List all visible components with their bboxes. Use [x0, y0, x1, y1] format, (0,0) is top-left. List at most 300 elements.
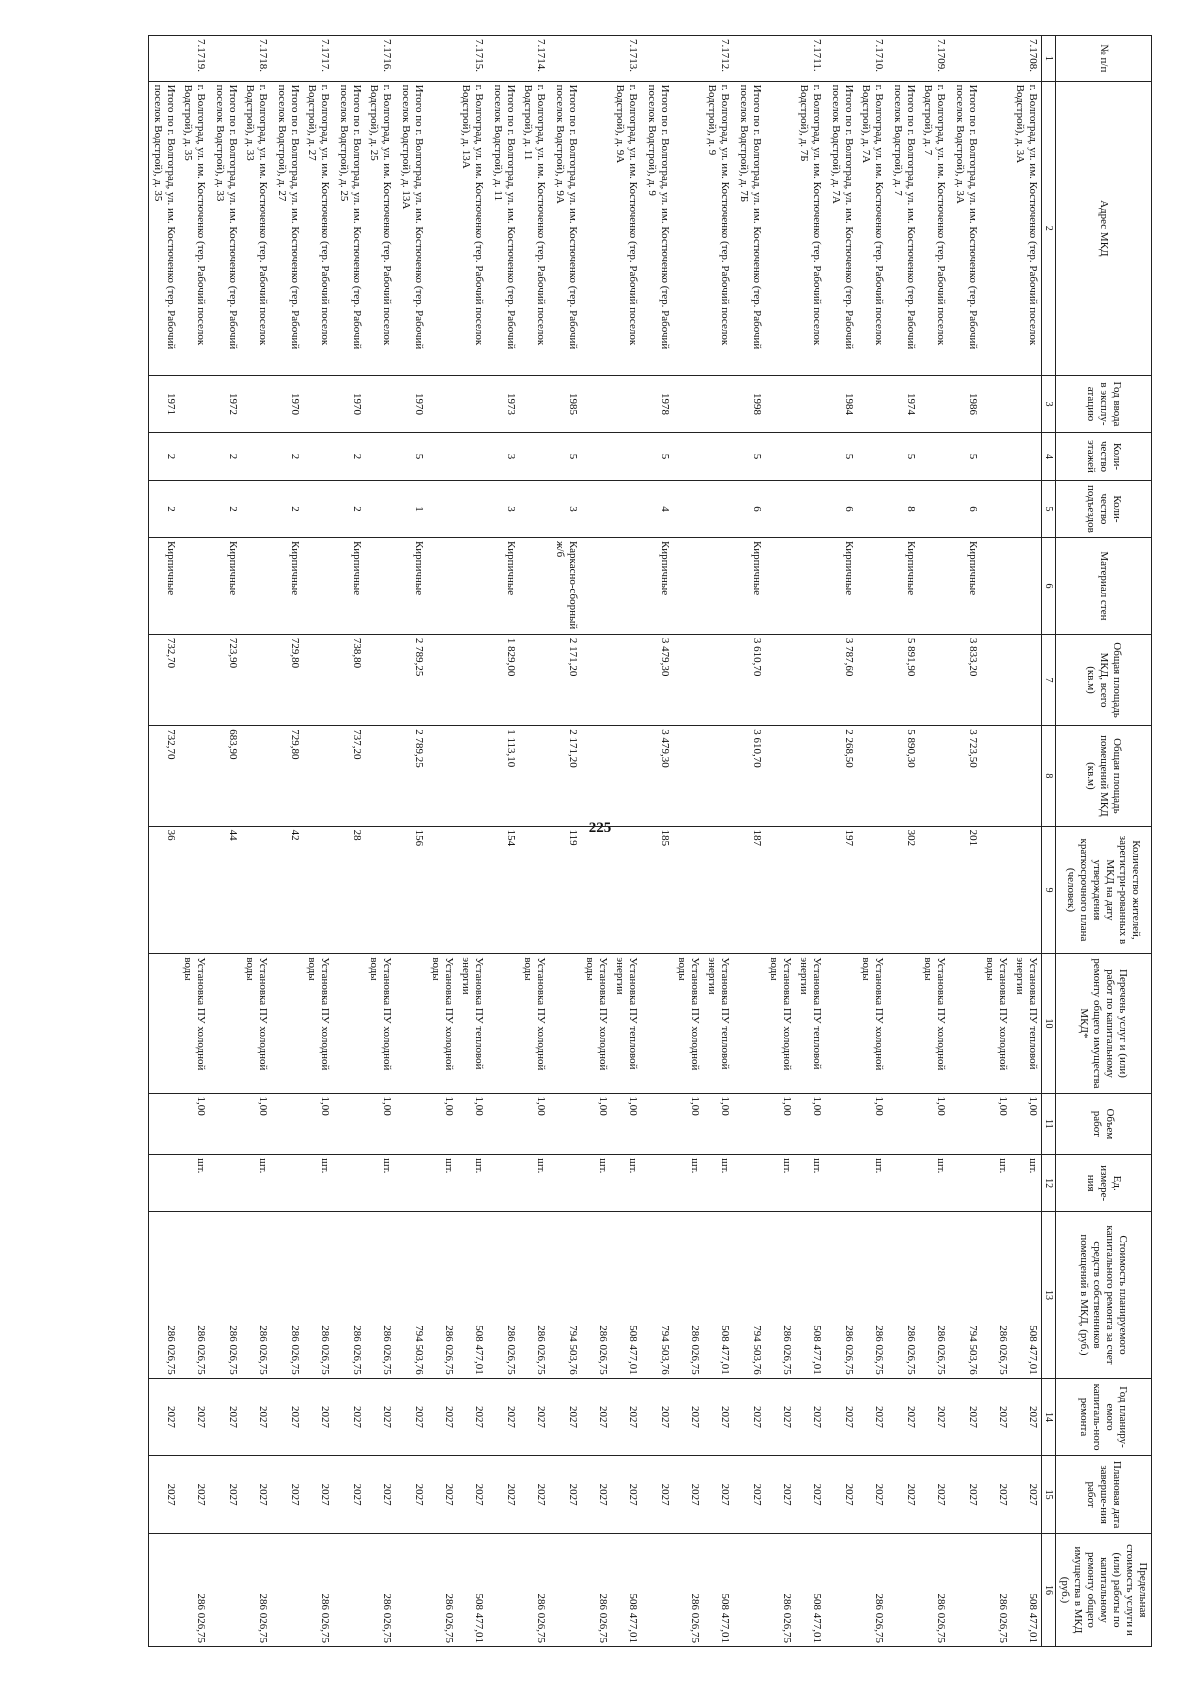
wall-material: Кирпичные [273, 537, 303, 634]
col-header-11: Объем работ [1056, 1093, 1152, 1155]
total-area [795, 634, 827, 725]
measure-unit: шт. [1011, 1155, 1042, 1212]
repair-cost: 286 026,75 [489, 1212, 519, 1379]
work-volume: 1,00 [795, 1093, 827, 1155]
max-cost: 286 026,75 [427, 1533, 457, 1646]
address-cell: Итого по г. Волгоград, ул. им. Костюченко (тер. Рабочий поселок Водстрой), д. 7Б [735, 81, 765, 375]
measure-unit: шт. [427, 1155, 457, 1212]
wall-material [519, 537, 551, 634]
table-row [303, 36, 335, 1647]
repair-cost: 794 503,76 [643, 1212, 673, 1379]
entrances-count: 6 [735, 480, 765, 537]
measure-unit: шт. [981, 1155, 1011, 1212]
table-row [457, 36, 489, 1647]
entrances-count [365, 480, 397, 537]
repair-year: 2027 [335, 1378, 365, 1456]
col-header-16: Предельная стоимость услуги и (или) работы по капитальному ремонту общего имущества в МКД (руб.) [1056, 1533, 1152, 1646]
max-cost: 286 026,75 [765, 1533, 795, 1646]
column-number-row [1042, 36, 1056, 1647]
row-number [551, 36, 581, 82]
table-row [735, 36, 765, 1647]
completion-year: 2027 [827, 1456, 857, 1534]
row-number [211, 36, 241, 82]
work-description [489, 954, 519, 1093]
commission-year: 1970 [273, 375, 303, 432]
address-cell [981, 81, 1011, 375]
repair-cost: 794 503,76 [397, 1212, 427, 1379]
max-cost: 286 026,75 [981, 1533, 1011, 1646]
residents-count: 187 [735, 826, 765, 954]
table-row [427, 36, 457, 1647]
premises-area [581, 726, 611, 826]
wall-material: Кирпичные [643, 537, 673, 634]
table-row [335, 36, 365, 1647]
repair-cost: 286 026,75 [765, 1212, 795, 1379]
address-cell: г. Волгоград, ул. им. Костюченко (тер. Рабочий поселок Водстрой), д. 7Б [795, 81, 827, 375]
residents-count [919, 826, 951, 954]
repair-cost: 508 477,01 [795, 1212, 827, 1379]
col-header-8: Общая площадь помещений МКД (кв.м) [1056, 726, 1152, 826]
col-header-2: Адрес МКД [1056, 81, 1152, 375]
commission-year [179, 375, 211, 432]
residents-count [673, 826, 703, 954]
address-cell: г. Волгоград, ул. им. Костюченко (тер. Рабочий поселок Водстрой), д. 3А [1011, 81, 1042, 375]
max-cost: 286 026,75 [241, 1533, 273, 1646]
residents-count: 28 [335, 826, 365, 954]
entrances-count [457, 480, 489, 537]
repair-cost: 286 026,75 [211, 1212, 241, 1379]
commission-year [519, 375, 551, 432]
floors-count [795, 433, 827, 481]
repair-cost: 508 477,01 [703, 1212, 735, 1379]
wall-material [365, 537, 397, 634]
measure-unit: шт. [703, 1155, 735, 1212]
total-area [611, 634, 643, 725]
repair-cost: 286 026,75 [179, 1212, 211, 1379]
completion-year: 2027 [703, 1456, 735, 1534]
work-description: Установка ПУ тепловой энергии [611, 954, 643, 1093]
completion-year: 2027 [795, 1456, 827, 1534]
repair-cost: 286 026,75 [149, 1212, 180, 1379]
col-header-10: Перечень услуг и (или) работ по капитальному ремонту общего имущества МКД* [1056, 954, 1152, 1093]
work-volume [951, 1093, 981, 1155]
repair-year: 2027 [735, 1378, 765, 1456]
completion-year: 2027 [735, 1456, 765, 1534]
wall-material [179, 537, 211, 634]
work-description [951, 954, 981, 1093]
wall-material: Кирпичные [951, 537, 981, 634]
repair-cost: 286 026,75 [365, 1212, 397, 1379]
measure-unit: шт. [857, 1155, 889, 1212]
premises-area [241, 726, 273, 826]
table-row [611, 36, 643, 1647]
residents-count [427, 826, 457, 954]
work-description: Установка ПУ холодной воды [765, 954, 795, 1093]
work-description [827, 954, 857, 1093]
work-volume [397, 1093, 427, 1155]
row-number: 7.1718. [241, 36, 273, 82]
repair-year: 2027 [765, 1378, 795, 1456]
repair-cost: 508 477,01 [1011, 1212, 1042, 1379]
measure-unit: шт. [241, 1155, 273, 1212]
repair-year: 2027 [149, 1378, 180, 1456]
work-volume: 1,00 [457, 1093, 489, 1155]
work-description: Установка ПУ холодной воды [919, 954, 951, 1093]
residents-count: 185 [643, 826, 673, 954]
completion-year: 2027 [427, 1456, 457, 1534]
row-number [981, 36, 1011, 82]
total-area [427, 634, 457, 725]
total-area: 1 829,00 [489, 634, 519, 725]
work-description: Установка ПУ холодной воды [303, 954, 335, 1093]
completion-year: 2027 [889, 1456, 919, 1534]
row-number [335, 36, 365, 82]
total-area [303, 634, 335, 725]
work-volume: 1,00 [179, 1093, 211, 1155]
table-row [489, 36, 519, 1647]
repair-year: 2027 [489, 1378, 519, 1456]
commission-year: 1972 [211, 375, 241, 432]
total-area: 2 171,20 [551, 634, 581, 725]
wall-material: Кирпичные [397, 537, 427, 634]
completion-year: 2027 [335, 1456, 365, 1534]
entrances-count [981, 480, 1011, 537]
measure-unit: шт. [919, 1155, 951, 1212]
residents-count: 197 [827, 826, 857, 954]
address-cell: г. Волгоград, ул. им. Костюченко (тер. Рабочий поселок Водстрой), д. 35 [179, 81, 211, 375]
floors-count [673, 433, 703, 481]
entrances-count: 6 [827, 480, 857, 537]
commission-year [581, 375, 611, 432]
commission-year: 1984 [827, 375, 857, 432]
repair-year: 2027 [827, 1378, 857, 1456]
repair-year: 2027 [397, 1378, 427, 1456]
residents-count: 156 [397, 826, 427, 954]
commission-year: 1978 [643, 375, 673, 432]
table-row [149, 36, 180, 1647]
residents-count: 119 [551, 826, 581, 954]
premises-area [857, 726, 889, 826]
repair-cost: 286 026,75 [581, 1212, 611, 1379]
entrances-count: 2 [211, 480, 241, 537]
floors-count [427, 433, 457, 481]
table-row [397, 36, 427, 1647]
commission-year [981, 375, 1011, 432]
row-number [765, 36, 795, 82]
wall-material: Кирпичные [735, 537, 765, 634]
work-volume [643, 1093, 673, 1155]
max-cost [273, 1533, 303, 1646]
max-cost: 286 026,75 [581, 1533, 611, 1646]
measure-unit [735, 1155, 765, 1212]
work-description: Установка ПУ тепловой энергии [1011, 954, 1042, 1093]
repair-cost: 794 503,76 [551, 1212, 581, 1379]
residents-count [457, 826, 489, 954]
entrances-count [581, 480, 611, 537]
completion-year: 2027 [519, 1456, 551, 1534]
wall-material [1011, 537, 1042, 634]
floors-count [457, 433, 489, 481]
total-area [857, 634, 889, 725]
total-area: 732,70 [149, 634, 180, 725]
residents-count [857, 826, 889, 954]
col-number: 5 [1042, 480, 1056, 537]
work-volume: 1,00 [919, 1093, 951, 1155]
address-cell [581, 81, 611, 375]
table-row [827, 36, 857, 1647]
address-cell: Итого по г. Волгоград, ул. им. Костюченко (тер. Рабочий поселок Водстрой), д. 9А [551, 81, 581, 375]
total-area: 3 833,20 [951, 634, 981, 725]
address-cell: г. Волгоград, ул. им. Костюченко (тер. Рабочий поселок Водстрой), д. 27 [303, 81, 335, 375]
wall-material: Кирпичные [489, 537, 519, 634]
residents-count [1011, 826, 1042, 954]
premises-area: 683,90 [211, 726, 241, 826]
wall-material [673, 537, 703, 634]
total-area [919, 634, 951, 725]
residents-count [611, 826, 643, 954]
work-volume [735, 1093, 765, 1155]
commission-year [611, 375, 643, 432]
max-cost: 508 477,01 [457, 1533, 489, 1646]
residents-count [365, 826, 397, 954]
completion-year: 2027 [951, 1456, 981, 1534]
residents-count: 154 [489, 826, 519, 954]
repair-year: 2027 [795, 1378, 827, 1456]
max-cost [335, 1533, 365, 1646]
completion-year: 2027 [365, 1456, 397, 1534]
repair-cost: 286 026,75 [919, 1212, 951, 1379]
entrances-count [795, 480, 827, 537]
table-row [643, 36, 673, 1647]
floors-count [303, 433, 335, 481]
premises-area: 2 789,25 [397, 726, 427, 826]
table-row [273, 36, 303, 1647]
table-row [551, 36, 581, 1647]
work-description [211, 954, 241, 1093]
repair-year: 2027 [703, 1378, 735, 1456]
table-row [703, 36, 735, 1647]
total-area [981, 634, 1011, 725]
residents-count [795, 826, 827, 954]
floors-count [611, 433, 643, 481]
work-description [551, 954, 581, 1093]
work-volume: 1,00 [303, 1093, 335, 1155]
measure-unit [889, 1155, 919, 1212]
premises-area: 3 479,30 [643, 726, 673, 826]
residents-count [303, 826, 335, 954]
row-number: 7.1709. [919, 36, 951, 82]
premises-area [919, 726, 951, 826]
repair-cost: 286 026,75 [335, 1212, 365, 1379]
measure-unit [551, 1155, 581, 1212]
floors-count [919, 433, 951, 481]
measure-unit: шт. [303, 1155, 335, 1212]
col-header-3: Год ввода в эксплу-атацию [1056, 375, 1152, 432]
table-body [149, 36, 1042, 1647]
row-number: 7.1713. [611, 36, 643, 82]
entrances-count [1011, 480, 1042, 537]
residents-count: 42 [273, 826, 303, 954]
work-description: Установка ПУ холодной воды [519, 954, 551, 1093]
address-cell: г. Волгоград, ул. им. Костюченко (тер. Рабочий поселок Водстрой), д. 9 [703, 81, 735, 375]
row-number: 7.1715. [457, 36, 489, 82]
commission-year: 1974 [889, 375, 919, 432]
floors-count: 5 [397, 433, 427, 481]
header-row [1056, 36, 1152, 1647]
wall-material [981, 537, 1011, 634]
repair-year: 2027 [919, 1378, 951, 1456]
wall-material: Кирпичные [149, 537, 180, 634]
table-row [889, 36, 919, 1647]
row-number: 7.1719. [179, 36, 211, 82]
work-description: Установка ПУ холодной воды [673, 954, 703, 1093]
col-number: 16 [1042, 1533, 1056, 1646]
work-volume: 1,00 [241, 1093, 273, 1155]
total-area [673, 634, 703, 725]
completion-year: 2027 [673, 1456, 703, 1534]
floors-count: 3 [489, 433, 519, 481]
row-number: 7.1717. [303, 36, 335, 82]
entrances-count: 1 [397, 480, 427, 537]
work-volume [211, 1093, 241, 1155]
floors-count [581, 433, 611, 481]
completion-year: 2027 [1011, 1456, 1042, 1534]
col-header-1: № п/п [1056, 36, 1152, 82]
address-cell [673, 81, 703, 375]
max-cost [551, 1533, 581, 1646]
commission-year [795, 375, 827, 432]
completion-year: 2027 [981, 1456, 1011, 1534]
row-number [397, 36, 427, 82]
floors-count [519, 433, 551, 481]
address-cell: Итого по г. Волгоград, ул. им. Костюченко (тер. Рабочий поселок Водстрой), д. 7 [889, 81, 919, 375]
completion-year: 2027 [765, 1456, 795, 1534]
commission-year: 1998 [735, 375, 765, 432]
col-header-9: Количество жителей, зарегистри-рованных в МКД на дату утверждения краткосрочного плана (человек) [1056, 826, 1152, 954]
wall-material [765, 537, 795, 634]
repair-year: 2027 [611, 1378, 643, 1456]
completion-year: 2027 [241, 1456, 273, 1534]
commission-year: 1973 [489, 375, 519, 432]
row-number: 7.1711. [795, 36, 827, 82]
col-number: 15 [1042, 1456, 1056, 1534]
address-cell: г. Волгоград, ул. им. Костюченко (тер. Рабочий поселок Водстрой), д. 13А [457, 81, 489, 375]
entrances-count [427, 480, 457, 537]
commission-year [857, 375, 889, 432]
completion-year: 2027 [273, 1456, 303, 1534]
premises-area: 729,80 [273, 726, 303, 826]
repair-year: 2027 [179, 1378, 211, 1456]
premises-area: 2 268,50 [827, 726, 857, 826]
completion-year: 2027 [489, 1456, 519, 1534]
floors-count: 2 [149, 433, 180, 481]
commission-year [365, 375, 397, 432]
total-area [365, 634, 397, 725]
col-header-4: Коли-чество этажей [1056, 433, 1152, 481]
floors-count: 2 [335, 433, 365, 481]
measure-unit [397, 1155, 427, 1212]
premises-area [303, 726, 335, 826]
row-number: 7.1716. [365, 36, 397, 82]
floors-count: 5 [827, 433, 857, 481]
col-number: 9 [1042, 826, 1056, 954]
col-number: 2 [1042, 81, 1056, 375]
repair-year: 2027 [273, 1378, 303, 1456]
floors-count [765, 433, 795, 481]
total-area: 3 787,60 [827, 634, 857, 725]
total-area [765, 634, 795, 725]
col-number: 12 [1042, 1155, 1056, 1212]
table-row [765, 36, 795, 1647]
repair-cost: 794 503,76 [735, 1212, 765, 1379]
col-number: 7 [1042, 634, 1056, 725]
measure-unit [211, 1155, 241, 1212]
total-area [457, 634, 489, 725]
row-number [673, 36, 703, 82]
measure-unit: шт. [795, 1155, 827, 1212]
commission-year [673, 375, 703, 432]
work-description [735, 954, 765, 1093]
max-cost: 508 477,01 [795, 1533, 827, 1646]
row-number [951, 36, 981, 82]
total-area: 2 789,25 [397, 634, 427, 725]
work-volume [827, 1093, 857, 1155]
completion-year: 2027 [643, 1456, 673, 1534]
measure-unit [827, 1155, 857, 1212]
total-area: 3 610,70 [735, 634, 765, 725]
max-cost [643, 1533, 673, 1646]
repair-cost: 286 026,75 [427, 1212, 457, 1379]
completion-year: 2027 [611, 1456, 643, 1534]
premises-area [519, 726, 551, 826]
repair-year: 2027 [551, 1378, 581, 1456]
commission-year [427, 375, 457, 432]
commission-year: 1985 [551, 375, 581, 432]
total-area: 738,80 [335, 634, 365, 725]
commission-year: 1971 [149, 375, 180, 432]
work-description: Установка ПУ холодной воды [427, 954, 457, 1093]
max-cost: 286 026,75 [919, 1533, 951, 1646]
commission-year [1011, 375, 1042, 432]
page-number: 225 [588, 820, 612, 836]
floors-count: 2 [211, 433, 241, 481]
work-description: Установка ПУ холодной воды [241, 954, 273, 1093]
repair-cost: 286 026,75 [827, 1212, 857, 1379]
measure-unit [335, 1155, 365, 1212]
repair-cost: 794 503,76 [951, 1212, 981, 1379]
entrances-count: 2 [149, 480, 180, 537]
max-cost: 286 026,75 [519, 1533, 551, 1646]
repair-cost: 286 026,75 [303, 1212, 335, 1379]
completion-year: 2027 [179, 1456, 211, 1534]
premises-area: 1 113,10 [489, 726, 519, 826]
commission-year [919, 375, 951, 432]
address-cell: Итого по г. Волгоград, ул. им. Костюченко (тер. Рабочий поселок Водстрой), д. 3А [951, 81, 981, 375]
floors-count [703, 433, 735, 481]
wall-material [581, 537, 611, 634]
work-description: Установка ПУ холодной воды [179, 954, 211, 1093]
residents-count [703, 826, 735, 954]
table-row [673, 36, 703, 1647]
max-cost [827, 1533, 857, 1646]
work-description: Установка ПУ тепловой энергии [457, 954, 489, 1093]
entrances-count [919, 480, 951, 537]
premises-area [673, 726, 703, 826]
address-cell: Итого по г. Волгоград, ул. им. Костюченко (тер. Рабочий поселок Водстрой), д. 25 [335, 81, 365, 375]
work-description [335, 954, 365, 1093]
repair-cost: 508 477,01 [611, 1212, 643, 1379]
row-number [643, 36, 673, 82]
